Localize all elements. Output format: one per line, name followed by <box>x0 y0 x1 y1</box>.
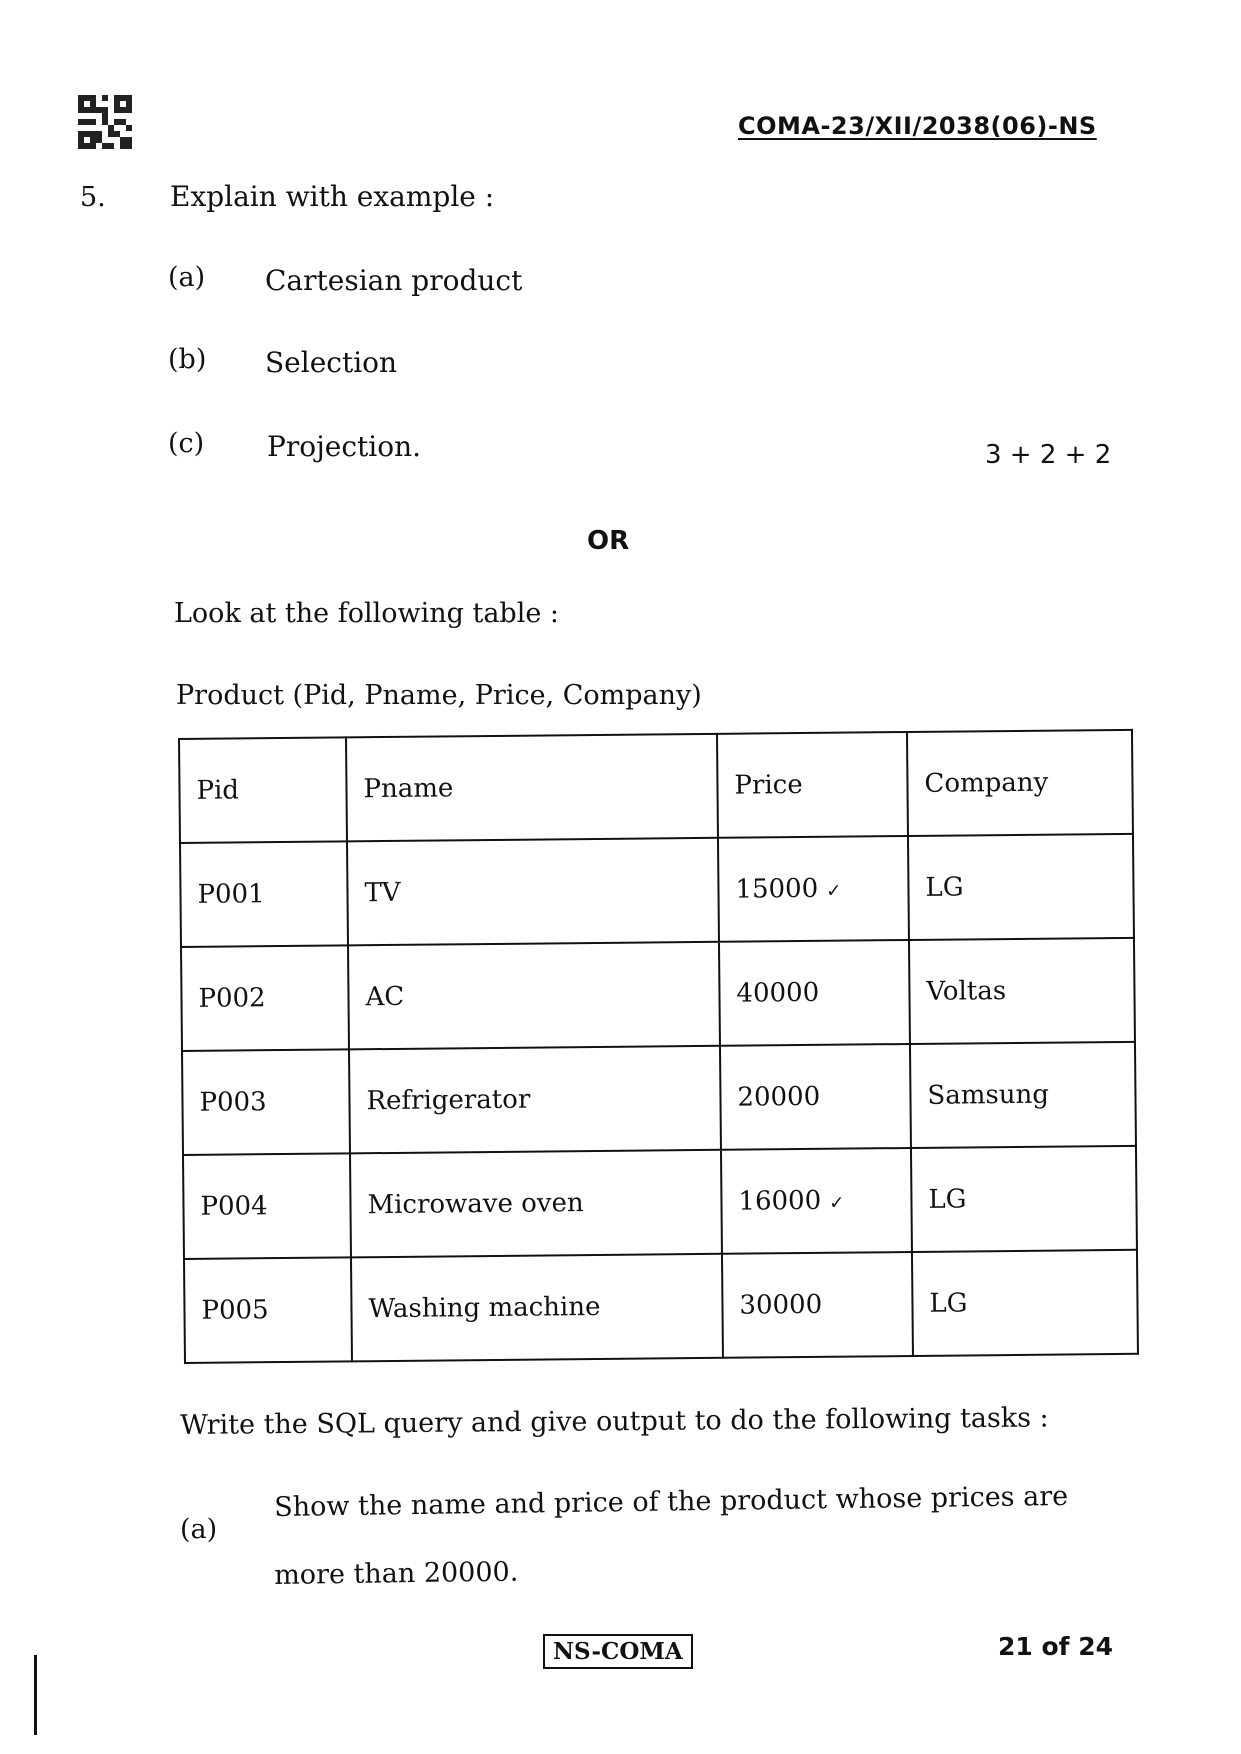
part-c-letter: (c) <box>168 428 205 459</box>
page-number: 21 of 24 <box>998 1632 1114 1661</box>
price-value: 15000 <box>735 873 819 905</box>
check-mark-icon: ✓ <box>829 1192 845 1214</box>
cell-pname: TV <box>347 838 719 946</box>
part-b-letter: (b) <box>168 344 207 375</box>
cell-pname: Microwave oven <box>350 1150 722 1258</box>
footer-code-box: NS-COMA <box>543 1634 693 1669</box>
part-c-text: Projection. <box>267 430 422 463</box>
product-table-container <box>178 729 1139 1364</box>
cell-pname: AC <box>348 942 720 1050</box>
table-row <box>182 1042 1136 1155</box>
header-company: Company <box>907 730 1133 836</box>
cell-company: Voltas <box>909 938 1135 1044</box>
cell-pid: P002 <box>181 945 349 1051</box>
table-row <box>183 1146 1137 1259</box>
check-mark-icon: ✓ <box>826 880 842 902</box>
cell-pname: Washing machine <box>351 1254 723 1362</box>
cell-price: 30000 <box>722 1252 913 1358</box>
or-label: OR <box>587 526 630 556</box>
cell-price: 20000 <box>720 1044 911 1150</box>
header-pname: Pname <box>346 734 718 842</box>
task-a-line1: Show the name and price of the product whose prices are <box>274 1480 1069 1523</box>
cell-company: LG <box>911 1146 1137 1252</box>
header-pid: Pid <box>179 737 347 843</box>
sql-instruction: Write the SQL query and give output to do the following tasks : <box>180 1402 1049 1441</box>
question-number: 5. <box>80 182 106 213</box>
paper-code: COMA-23/XII/2038(06)-NS <box>738 112 1097 140</box>
cell-price: 40000 <box>719 940 910 1046</box>
cell-price <box>721 1148 912 1254</box>
table-row <box>180 834 1134 947</box>
cell-pid: P003 <box>182 1049 350 1155</box>
part-b-text: Selection <box>265 346 398 379</box>
cell-price <box>718 836 909 942</box>
part-a-text: Cartesian product <box>265 264 523 297</box>
marks-distribution: 3 + 2 + 2 <box>985 440 1112 470</box>
table-intro: Look at the following table : <box>174 598 560 629</box>
cell-pid: P001 <box>180 841 348 947</box>
table-schema: Product (Pid, Pname, Price, Company) <box>176 680 702 711</box>
margin-line <box>34 1655 37 1735</box>
header-price: Price <box>717 732 908 838</box>
cell-pid: P005 <box>184 1257 352 1363</box>
table-header-row <box>179 730 1133 843</box>
table-row <box>184 1250 1138 1363</box>
task-a-line2: more than 20000. <box>274 1556 519 1591</box>
cell-company: LG <box>912 1250 1138 1356</box>
qr-code-icon <box>78 95 132 149</box>
price-value: 16000 <box>738 1185 822 1217</box>
cell-pname: Refrigerator <box>349 1046 721 1154</box>
product-table <box>178 729 1139 1364</box>
cell-company: Samsung <box>910 1042 1136 1148</box>
part-a-letter: (a) <box>168 262 206 293</box>
cell-pid: P004 <box>183 1153 351 1259</box>
cell-company: LG <box>908 834 1134 940</box>
question-prompt: Explain with example : <box>170 180 495 213</box>
table-row <box>181 938 1135 1051</box>
task-a-letter: (a) <box>180 1514 218 1545</box>
